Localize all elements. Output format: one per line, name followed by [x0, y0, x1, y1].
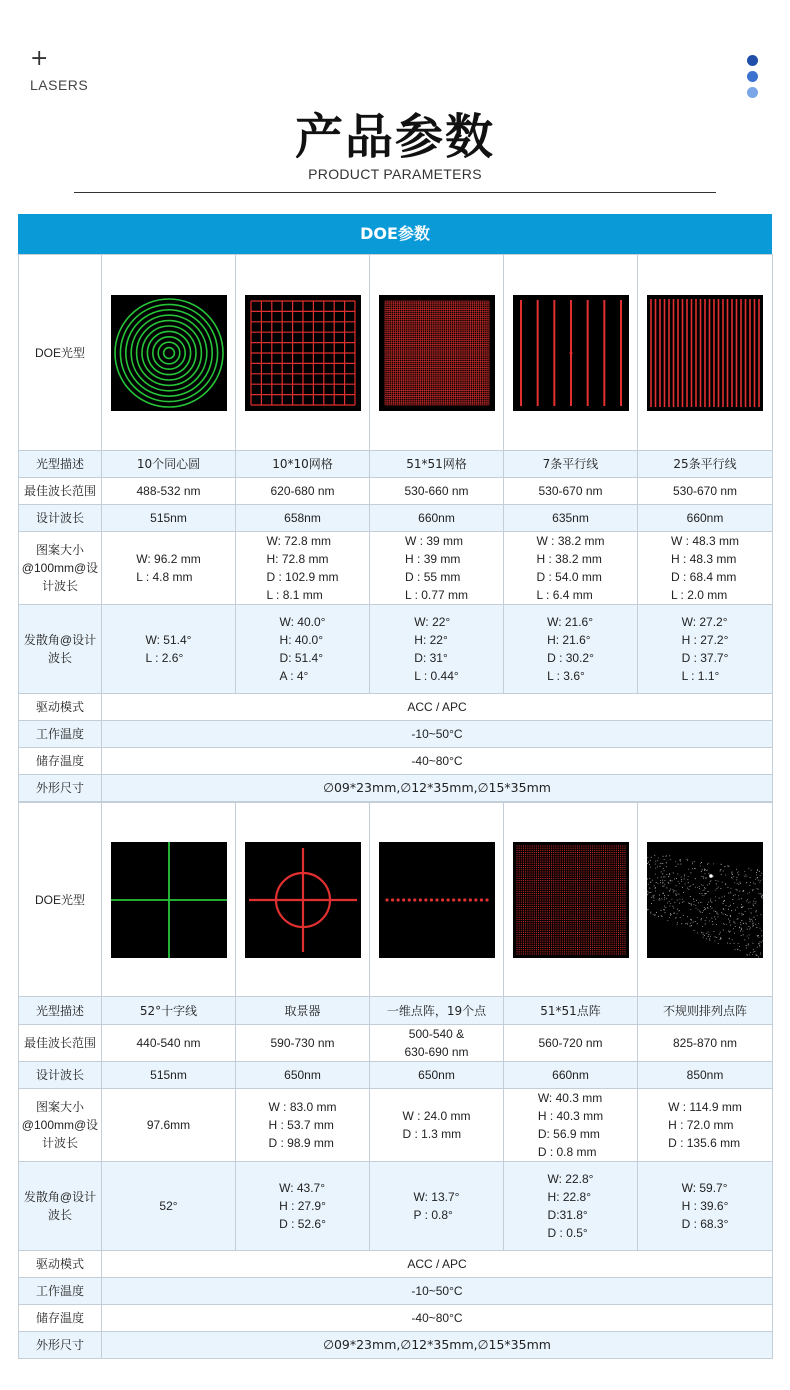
drive-row: [19, 1251, 773, 1278]
size-cell: [236, 1089, 370, 1162]
irregular-dot-pattern: [647, 842, 763, 958]
temp_work-value: -10~50°C: [411, 727, 463, 741]
desc-value: 51*51网格: [406, 457, 467, 471]
wavelength-value: 650nm: [418, 1068, 455, 1082]
size-value: H : 39 mm: [405, 552, 461, 566]
size-value: H: 72.8 mm: [266, 552, 329, 566]
range-value: 488-532 nm: [136, 484, 201, 498]
wavelength-value: 515nm: [150, 511, 187, 525]
angle-value: D : 30.2°: [547, 651, 594, 665]
angle-cell: [638, 605, 773, 694]
page-title: 产品参数: [294, 109, 495, 165]
row-label: [19, 721, 102, 748]
grid-51x51-pattern: [379, 295, 495, 411]
wavelength-cell: [102, 505, 236, 532]
angle-value-group: [146, 631, 192, 667]
row-label: [19, 803, 102, 997]
size-value: W : 39 mm: [405, 534, 464, 548]
row-label: [19, 1332, 102, 1359]
row-label-text: 外形尺寸: [35, 1338, 84, 1352]
size-row: [19, 532, 773, 605]
range-value: 530-670 nm: [538, 484, 603, 498]
wavelength-cell: [370, 505, 504, 532]
title-divider: [74, 192, 716, 193]
size-value: L : 6.4 mm: [536, 588, 593, 602]
row-label: [19, 694, 102, 721]
size-value: L : 4.8 mm: [136, 570, 193, 584]
desc-cell: [236, 451, 370, 478]
range-cell: [370, 478, 504, 505]
size-value: D : 54.0 mm: [536, 570, 602, 584]
range-cell: [504, 1025, 638, 1062]
angle-value: W: 59.7°: [681, 1181, 728, 1195]
angle-row: [19, 1162, 773, 1251]
range-value: 630-690 nm: [404, 1045, 469, 1059]
size-value: W : 38.2 mm: [536, 534, 605, 548]
angle-value: W: 22°: [414, 615, 451, 629]
temp_store-value-cell: [102, 748, 773, 775]
angle-value: W: 51.4°: [145, 633, 192, 647]
row-label: [19, 1025, 102, 1062]
row-label-text: 工作温度: [35, 1284, 84, 1298]
size-value: D : 102.9 mm: [266, 570, 339, 584]
drive-value: ACC / APC: [407, 700, 467, 714]
range-value: 825-870 nm: [672, 1036, 738, 1050]
row-label-text: 设计波长: [35, 1068, 84, 1082]
desc-cell: [504, 997, 638, 1025]
row-label: [19, 1305, 102, 1332]
desc-value: 52°十字线: [139, 1003, 198, 1018]
size-value-group: [671, 532, 739, 604]
temp_work-value: -10~50°C: [411, 1284, 463, 1298]
range-cell: [638, 1025, 773, 1062]
size-cell: [638, 532, 773, 605]
size-value: W : 114.9 mm: [668, 1100, 742, 1114]
desc-value: 7条平行线: [542, 457, 599, 471]
size-cell: [370, 532, 504, 605]
row-label: [19, 1162, 102, 1251]
temp_store-value-cell: [102, 1305, 773, 1332]
temp_work-row: [19, 721, 773, 748]
wavelength-value: 635nm: [552, 511, 589, 525]
desc-value: 取景器: [284, 1003, 321, 1018]
wavelength-value: 658nm: [284, 511, 321, 525]
desc-value: 一维点阵，19个点: [386, 1003, 487, 1018]
pattern-cell: [504, 255, 638, 451]
dimensions-value: ∅09*23mm,∅12*35mm,∅15*35mm: [323, 780, 551, 795]
range-value: 560-720 nm: [538, 1036, 603, 1050]
desc-cell: [102, 997, 236, 1025]
size-value: L : 8.1 mm: [266, 588, 323, 602]
temp_store-row: [19, 1305, 773, 1332]
temp_store-row: [19, 748, 773, 775]
size-value: W: 96.2 mm: [136, 552, 201, 566]
row-label: [19, 1062, 102, 1089]
size-value: D : 0.8 mm: [537, 1145, 597, 1159]
angle-value: L : 1.1°: [681, 669, 720, 683]
angle-value: H : 27.2°: [681, 633, 729, 647]
desc-cell: [504, 451, 638, 478]
wavelength-cell: [370, 1062, 504, 1089]
size-cell: [102, 1089, 236, 1162]
row-label-text: 驱动模式: [35, 1257, 84, 1271]
angle-value: W: 13.7°: [413, 1190, 460, 1204]
angle-cell: [504, 605, 638, 694]
desc-cell: [638, 997, 773, 1025]
angle-value: H : 39.6°: [681, 1199, 729, 1213]
desc-value: 10个同心圆: [136, 457, 201, 471]
range-value: 590-730 nm: [270, 1036, 335, 1050]
angle-value: L : 0.44°: [414, 669, 459, 683]
range-row: [19, 478, 773, 505]
angle-value-group: [548, 1170, 594, 1242]
angle-value-group: [682, 1179, 729, 1233]
size-cell: [504, 1089, 638, 1162]
desc-cell: [102, 451, 236, 478]
drive-value-cell: [102, 1251, 773, 1278]
row-label-text: 储存温度: [35, 754, 84, 768]
row-label-text: 最佳波长范围: [23, 484, 96, 498]
wavelength-value: 660nm: [552, 1068, 589, 1082]
size-value-group: [668, 1098, 742, 1152]
angle-value-group: [280, 613, 326, 685]
angle-value-group: [279, 1179, 326, 1233]
dimensions-value-cell: [102, 1332, 773, 1359]
size-value: L : 0.77 mm: [405, 588, 468, 602]
desc-cell: [236, 997, 370, 1025]
size-value-group: [136, 550, 200, 586]
plus-icon: +: [30, 46, 49, 71]
angle-value: A : 4°: [279, 669, 309, 683]
wavelength-cell: [504, 1062, 638, 1089]
row-label-text: 光型描述: [35, 1003, 84, 1018]
angle-cell: [236, 605, 370, 694]
range-value: 530-670 nm: [672, 484, 738, 498]
row-label-text: DOE光型: [34, 345, 85, 360]
range-cell: [236, 1025, 370, 1062]
dot-icon: [747, 87, 758, 98]
row-label-text: 波长: [47, 651, 72, 665]
row-label: [19, 997, 102, 1025]
desc-value: 51*51点阵: [540, 1003, 601, 1018]
row-label: [19, 532, 102, 605]
wavelength-value: 850nm: [686, 1068, 724, 1082]
table-title: DOE参数: [18, 214, 772, 254]
pattern-cell: [236, 803, 370, 997]
angle-value: P : 0.8°: [413, 1208, 453, 1222]
angle-value: H: 21.6°: [547, 633, 591, 647]
pattern-cell: [638, 803, 773, 997]
dot-icon: [747, 71, 758, 82]
angle-value: 52°: [159, 1199, 178, 1213]
size-value: W : 48.3 mm: [670, 534, 739, 548]
temp_work-row: [19, 1278, 773, 1305]
size-value-group: [405, 532, 468, 604]
size-value: 97.6mm: [146, 1118, 191, 1132]
angle-value: D:31.8°: [547, 1208, 588, 1222]
range-cell: [638, 478, 773, 505]
angle-cell: [638, 1162, 773, 1251]
range-cell: [102, 478, 236, 505]
row-label-text: 发散角@设计: [23, 633, 97, 647]
row-label-text: 图案大小: [35, 1100, 84, 1114]
row-label: [19, 451, 102, 478]
size-value: H : 40.3 mm: [537, 1109, 604, 1123]
wavelength-cell: [504, 505, 638, 532]
angle-value: D : 52.6°: [279, 1217, 326, 1231]
angle-cell: [504, 1162, 638, 1251]
angle-value: L : 2.6°: [145, 651, 184, 665]
wavelength-value: 660nm: [418, 511, 455, 525]
size-cell: [102, 532, 236, 605]
row-label-text: 储存温度: [35, 1311, 84, 1325]
angle-value: L : 3.6°: [547, 669, 585, 683]
wavelength-value: 650nm: [284, 1068, 321, 1082]
range-value: 500-540 &: [408, 1027, 465, 1041]
size-value-group: [268, 1098, 336, 1152]
range-cell: [504, 478, 638, 505]
range-value: 530-660 nm: [404, 484, 469, 498]
dimensions-value-cell: [102, 775, 773, 802]
angle-value-group: [547, 613, 594, 685]
angle-value: W: 22.8°: [547, 1172, 594, 1186]
wavelength-cell: [236, 1062, 370, 1089]
angle-value-group: [414, 1188, 460, 1224]
wavelength-cell: [638, 1062, 773, 1089]
angle-cell: [370, 605, 504, 694]
row-label-text: 波长: [47, 1208, 72, 1222]
doe-table-2: [18, 802, 773, 1359]
size-value: D: 56.9 mm: [537, 1127, 600, 1141]
angle-value-group: [414, 613, 458, 685]
angle-value: H : 27.9°: [279, 1199, 326, 1213]
angle-cell: [102, 1162, 236, 1251]
size-value: W : 24.0 mm: [402, 1109, 471, 1123]
row-label: [19, 1251, 102, 1278]
temp_work-value-cell: [102, 721, 773, 748]
temp_store-value: -40~80°C: [411, 754, 463, 768]
size-value-group: [538, 1089, 603, 1161]
angle-value: D : 37.7°: [681, 651, 729, 665]
row-label-text: 计波长: [41, 1136, 78, 1150]
temp_work-value-cell: [102, 1278, 773, 1305]
size-cell: [504, 532, 638, 605]
size-value: H : 48.3 mm: [670, 552, 737, 566]
wavelength-row: [19, 1062, 773, 1089]
decorative-dots: [747, 55, 758, 103]
angle-cell: [236, 1162, 370, 1251]
row-label: [19, 775, 102, 802]
angle-cell: [370, 1162, 504, 1251]
desc-value: 不规则排列点阵: [662, 1003, 747, 1018]
dot-matrix-51x51-pattern: [513, 842, 629, 958]
size-value: D : 55 mm: [405, 570, 461, 584]
row-label: [19, 605, 102, 694]
desc-cell: [370, 451, 504, 478]
wavelength-cell: [638, 505, 773, 532]
desc-value: 10*10网格: [272, 457, 333, 471]
size-value: D : 135.6 mm: [668, 1136, 741, 1150]
row-label: [19, 1278, 102, 1305]
row-label-text: 外形尺寸: [35, 781, 84, 795]
wavelength-value: 515nm: [150, 1068, 187, 1082]
wavelength-value: 660nm: [686, 511, 724, 525]
desc-cell: [370, 997, 504, 1025]
desc-cell: [638, 451, 773, 478]
row-label: [19, 505, 102, 532]
size-value: H : 53.7 mm: [268, 1118, 334, 1132]
parallel-lines-7-pattern: [513, 295, 629, 411]
angle-value: H: 22.8°: [547, 1190, 592, 1204]
size-row: [19, 1089, 773, 1162]
angle-cell: [102, 605, 236, 694]
wavelength-cell: [102, 1062, 236, 1089]
size-value-group: [402, 1107, 470, 1143]
row-label-text: DOE光型: [34, 892, 85, 907]
concentric-circles-pattern: [111, 295, 227, 411]
brand-name: LASERS: [30, 77, 89, 93]
desc-row: [19, 451, 773, 478]
desc-row: [19, 997, 773, 1025]
size-cell: [638, 1089, 773, 1162]
angle-value: D : 0.5°: [547, 1226, 588, 1240]
page-subtitle: PRODUCT PARAMETERS: [308, 166, 482, 182]
grid-10x10-pattern: [245, 295, 361, 411]
size-cell: [236, 532, 370, 605]
size-value: L : 2.0 mm: [670, 588, 728, 602]
pattern-cell: [370, 255, 504, 451]
drive-value-cell: [102, 694, 773, 721]
size-value: H : 72.0 mm: [668, 1118, 734, 1132]
size-value-group: [266, 532, 338, 604]
range-cell: [370, 1025, 504, 1062]
size-value: W: 40.3 mm: [537, 1091, 603, 1105]
viewfinder-pattern: [245, 842, 361, 958]
wavelength-row: [19, 505, 773, 532]
drive-value: ACC / APC: [407, 1257, 467, 1271]
row-label: [19, 255, 102, 451]
range-cell: [102, 1025, 236, 1062]
size-value: H : 38.2 mm: [536, 552, 602, 566]
row-label-text: 图案大小: [35, 543, 84, 557]
row-label-text: 设计波长: [35, 511, 84, 525]
pattern-row: [19, 803, 773, 997]
angle-value: W: 40.0°: [279, 615, 326, 629]
dimensions-row: [19, 1332, 773, 1359]
dimensions-row: [19, 775, 773, 802]
row-label-text: @100mm@设: [21, 561, 99, 575]
size-value: D : 1.3 mm: [402, 1127, 462, 1141]
row-label: [19, 748, 102, 775]
row-label-text: 光型描述: [35, 457, 84, 471]
pattern-cell: [370, 803, 504, 997]
angle-value: H: 40.0°: [279, 633, 324, 647]
row-label-text: 发散角@设计: [23, 1190, 97, 1204]
size-value: D : 98.9 mm: [268, 1136, 334, 1150]
range-row: [19, 1025, 773, 1062]
angle-value: D: 31°: [414, 651, 448, 665]
pattern-cell: [236, 255, 370, 451]
angle-row: [19, 605, 773, 694]
angle-value: W: 21.6°: [547, 615, 594, 629]
size-value: D : 68.4 mm: [670, 570, 737, 584]
doe-table-1: [18, 254, 773, 802]
row-label: [19, 478, 102, 505]
angle-value: W: 43.7°: [279, 1181, 326, 1195]
angle-value: D : 68.3°: [681, 1217, 729, 1231]
row-label-text: 工作温度: [35, 727, 84, 741]
wavelength-cell: [236, 505, 370, 532]
size-value: W: 72.8 mm: [266, 534, 331, 548]
temp_store-value: -40~80°C: [411, 1311, 463, 1325]
parallel-lines-25-pattern: [647, 295, 763, 411]
dot-icon: [747, 55, 758, 66]
range-value: 620-680 nm: [270, 484, 335, 498]
range-value: 440-540 nm: [136, 1036, 201, 1050]
row-label-text: 计波长: [41, 579, 78, 593]
dimensions-value: ∅09*23mm,∅12*35mm,∅15*35mm: [323, 1337, 551, 1352]
row-label-text: 驱动模式: [35, 700, 84, 714]
angle-value: D: 51.4°: [279, 651, 324, 665]
pattern-cell: [102, 255, 236, 451]
dot-line-19-pattern: [379, 842, 495, 958]
crosshair-line-pattern: [111, 842, 227, 958]
pattern-cell: [102, 803, 236, 997]
desc-value: 25条平行线: [673, 457, 737, 471]
angle-value: H: 22°: [414, 633, 448, 647]
pattern-cell: [638, 255, 773, 451]
range-cell: [236, 478, 370, 505]
angle-value: W: 27.2°: [681, 615, 728, 629]
row-label: [19, 1089, 102, 1162]
row-label-text: @100mm@设: [21, 1118, 99, 1132]
pattern-cell: [504, 803, 638, 997]
row-label-text: 最佳波长范围: [23, 1036, 96, 1050]
pattern-row: [19, 255, 773, 451]
size-value: W : 83.0 mm: [268, 1100, 337, 1114]
angle-value-group: [682, 613, 729, 685]
size-cell: [370, 1089, 504, 1162]
size-value-group: [536, 532, 604, 604]
drive-row: [19, 694, 773, 721]
